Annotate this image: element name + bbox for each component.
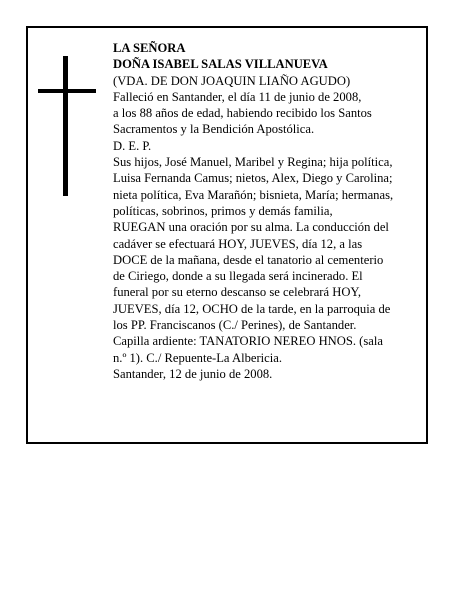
deceased-title: LA SEÑORA [113, 41, 186, 55]
date-line: Santander, 12 de junio de 2008. [113, 366, 273, 381]
cross-horizontal-bar [38, 89, 96, 93]
funeral-details-line: RUEGAN una oración por su alma. La conducción del [113, 220, 389, 235]
cross-vertical-bar [63, 56, 68, 196]
funeral-details-line: DOCE de la mañana, desde el tanatorio al cementerio [113, 252, 384, 267]
family-line: Luisa Fernanda Camus; nietos, Alex, Diego y Carolina; [113, 171, 393, 186]
chapel-line: n.º 1). C./ Repuente-La Albericia. [113, 350, 282, 365]
death-notice-line: a los 88 años de edad, habiendo recibido los Santos [113, 106, 372, 121]
chapel-line: Capilla ardiente: TANATORIO NEREO HNOS. (sala [113, 334, 383, 349]
widow-of-line: (VDA. DE DON JOAQUIN LIAÑO AGUDO) [113, 73, 351, 88]
death-notice-line: Falleció en Santander, el día 11 de junio de 2008, [113, 89, 362, 104]
rip-line: D. E. P. [113, 138, 152, 153]
death-notice-line: Sacramentos y la Bendición Apostólica. [113, 122, 315, 137]
funeral-details-line: cadáver se efectuará HOY, JUEVES, día 12, a las [113, 236, 363, 251]
obituary-text [113, 40, 423, 382]
family-line: políticas, sobrinos, primos y demás familia, [113, 203, 333, 218]
family-line: nieta política, Eva Marañón; bisnieta, María; hermanas, [113, 187, 394, 202]
funeral-details-line: funeral por su eterno descanso se celebrará HOY, [113, 285, 362, 300]
funeral-details-line: JUEVES, día 12, OCHO de la tarde, en la parroquia de [113, 301, 391, 316]
funeral-details-line: los PP. Franciscanos (C./ Perines), de Santander. [113, 318, 357, 333]
funeral-details-line: de Ciriego, donde a su llegada será incinerado. El [113, 269, 363, 284]
cross-icon [38, 56, 96, 196]
deceased-name: DOÑA ISABEL SALAS VILLANUEVA [113, 57, 328, 72]
family-line: Sus hijos, José Manuel, Maribel y Regina; hija política, [113, 155, 393, 170]
